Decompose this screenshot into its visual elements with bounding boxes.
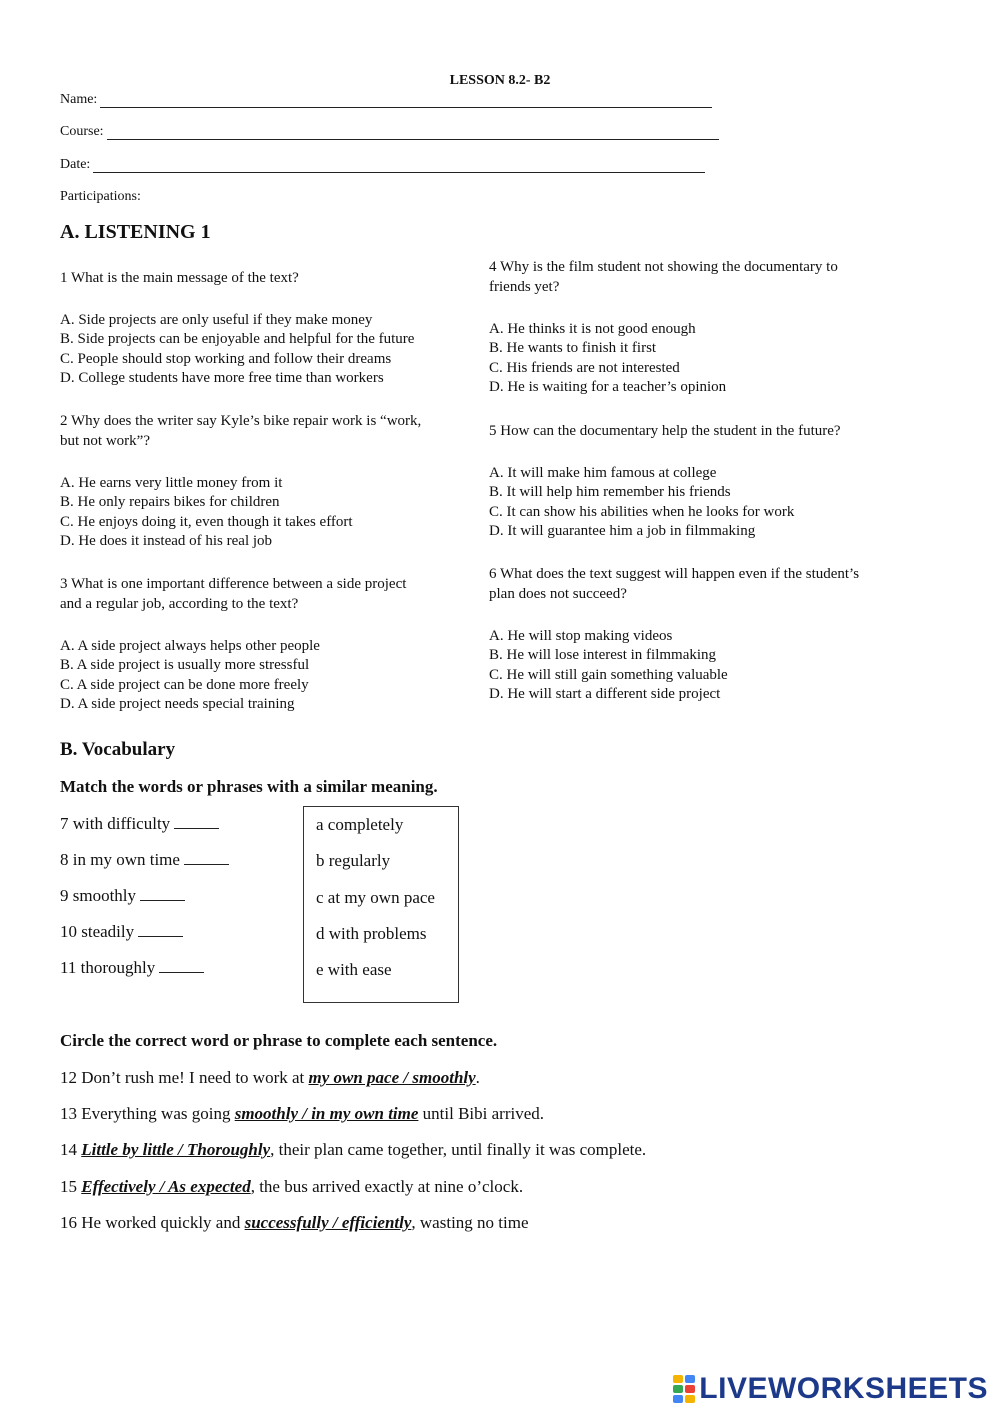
sentence-text: 15	[60, 1177, 82, 1196]
participations-field	[60, 189, 141, 205]
liveworksheets-logo	[673, 1372, 988, 1406]
circle-instruction: Circle the correct word or phrase to complete each sentence.	[60, 1031, 498, 1050]
match-option: a completely	[316, 815, 404, 834]
sentence-text: 13 Everything was going	[60, 1104, 235, 1123]
question-text: 5 How can the documentary help the student in the future?	[489, 423, 841, 439]
option-item[interactable]: C. He enjoys doing it, even though it takes effort	[60, 513, 353, 530]
sentence	[60, 1140, 646, 1160]
answer-blank[interactable]	[184, 850, 229, 865]
question-text: 2 Why does the writer say Kyle’s bike repair work is “work,	[60, 413, 422, 429]
answer-blank[interactable]	[174, 814, 219, 829]
option-item[interactable]: D. He is waiting for a teacher’s opinion	[489, 379, 727, 396]
sentence	[60, 1068, 480, 1088]
name-label: Name:	[60, 92, 98, 107]
question-text-cont: plan does not succeed?	[489, 585, 627, 602]
option-item[interactable]: B. A side project is usually more stressful	[60, 657, 310, 674]
choice-option[interactable]: Effectively / As expected	[81, 1177, 251, 1196]
question-3	[60, 575, 406, 614]
option-item[interactable]: C. His friends are not interested	[489, 359, 680, 376]
question-2	[60, 412, 421, 451]
choice-option[interactable]: Little by little / Thoroughly	[81, 1140, 271, 1159]
question-text-cont: friends yet?	[489, 278, 560, 295]
option-item[interactable]: A. He earns very little money from it	[60, 475, 283, 491]
question-text: 4 Why is the film student not showing the documentary to	[489, 259, 838, 275]
vocabulary-heading: B. Vocabulary	[60, 739, 176, 760]
answer-blank[interactable]	[140, 886, 185, 901]
lesson-title: LESSON 8.2- B2	[449, 73, 551, 88]
match-option: c at my own pace	[316, 888, 435, 907]
sentence-text: .	[475, 1068, 480, 1087]
course-label: Course:	[60, 124, 104, 139]
choice-option[interactable]: my own pace / smoothly	[308, 1068, 476, 1087]
match-item	[60, 922, 183, 942]
question-4	[489, 258, 838, 297]
option-item[interactable]: D. A side project needs special training	[60, 696, 295, 713]
option-item[interactable]: A. A side project always helps other people	[60, 638, 320, 654]
answer-blank[interactable]	[138, 922, 183, 937]
choice-option[interactable]: smoothly / in my own time	[234, 1104, 419, 1123]
option-item[interactable]: A. Side projects are only useful if they make money	[60, 312, 373, 328]
course-field[interactable]	[60, 124, 719, 140]
sentence-text: until Bibi arrived.	[418, 1104, 545, 1123]
name-field[interactable]	[60, 92, 712, 108]
question-5-options	[489, 464, 794, 542]
sentence-text: , wasting no time	[411, 1213, 529, 1232]
date-field[interactable]	[60, 157, 705, 173]
question-6	[489, 565, 859, 604]
question-2-options	[60, 474, 353, 552]
option-item[interactable]: B. He wants to finish it first	[489, 340, 657, 357]
question-6-options	[489, 627, 728, 705]
match-option: d with problems	[316, 924, 427, 943]
option-item[interactable]: B. Side projects can be enjoyable and helpful for the future	[60, 331, 415, 348]
option-item[interactable]: C. People should stop working and follow their dreams	[60, 350, 392, 367]
date-line[interactable]	[93, 160, 705, 173]
match-instruction: Match the words or phrases with a similar meaning.	[60, 777, 438, 796]
sentence	[60, 1104, 544, 1124]
question-1-options	[60, 311, 414, 389]
liveworksheets-logo-icon	[673, 1375, 695, 1403]
sentence-text: 14	[60, 1140, 82, 1159]
sentence-text: , the bus arrived exactly at nine o’clock.	[250, 1177, 524, 1196]
question-1	[60, 269, 299, 289]
question-text-cont: and a regular job, according to the text?	[60, 595, 299, 612]
question-3-options	[60, 637, 320, 715]
match-item-text: 11 thoroughly	[60, 958, 156, 977]
match-item	[60, 958, 204, 978]
match-option: e with ease	[316, 960, 392, 979]
question-text-cont: but not work”?	[60, 432, 150, 449]
sentence-text: 16 He worked quickly and	[60, 1213, 245, 1232]
logo-text: LIVEWORKSHEETS	[699, 1372, 988, 1405]
answer-blank[interactable]	[159, 958, 204, 973]
match-item	[60, 850, 229, 870]
question-5	[489, 422, 841, 442]
match-item-text: 9 smoothly	[60, 886, 137, 905]
question-text: 3 What is one important difference between a side project	[60, 576, 407, 592]
sentence	[60, 1177, 523, 1197]
match-option: b regularly	[316, 851, 391, 870]
option-item[interactable]: A. He thinks it is not good enough	[489, 321, 696, 337]
match-item-text: 8 in my own time	[60, 850, 180, 869]
question-4-options	[489, 320, 726, 398]
sentence-text: 12 Don’t rush me! I need to work at	[60, 1068, 309, 1087]
question-text: 1 What is the main message of the text?	[60, 270, 299, 286]
option-item[interactable]: D. He will start a different side project	[489, 686, 721, 703]
match-item-text: 10 steadily	[60, 922, 135, 941]
choice-option[interactable]: successfully / efficiently	[244, 1213, 412, 1232]
option-item[interactable]: B. He only repairs bikes for children	[60, 494, 280, 511]
course-line[interactable]	[107, 127, 719, 140]
option-item[interactable]: A. He will stop making videos	[489, 628, 673, 644]
option-item[interactable]: D. He does it instead of his real job	[60, 533, 273, 550]
name-line[interactable]	[100, 95, 712, 108]
option-item[interactable]: B. He will lose interest in filmmaking	[489, 647, 717, 664]
match-item	[60, 814, 219, 834]
match-item-text: 7 with difficulty	[60, 814, 171, 833]
match-item	[60, 886, 185, 906]
question-text: 6 What does the text suggest will happen even if the student’s	[489, 566, 860, 582]
option-item[interactable]: C. He will still gain something valuable	[489, 666, 728, 683]
option-item[interactable]: C. It can show his abilities when he looks for work	[489, 503, 795, 520]
date-label: Date:	[60, 157, 91, 172]
option-item[interactable]: D. It will guarantee him a job in filmmaking	[489, 523, 756, 540]
option-item[interactable]: A. It will make him famous at college	[489, 465, 717, 481]
listening-heading: A. LISTENING 1	[60, 221, 211, 243]
participations-label: Participations:	[60, 189, 141, 204]
sentence	[60, 1213, 529, 1233]
sentence-text: , their plan came together, until finally it was complete.	[270, 1140, 647, 1159]
option-item[interactable]: D. College students have more free time than workers	[60, 370, 384, 387]
option-item[interactable]: B. It will help him remember his friends	[489, 484, 731, 501]
option-item[interactable]: C. A side project can be done more freely	[60, 676, 309, 693]
